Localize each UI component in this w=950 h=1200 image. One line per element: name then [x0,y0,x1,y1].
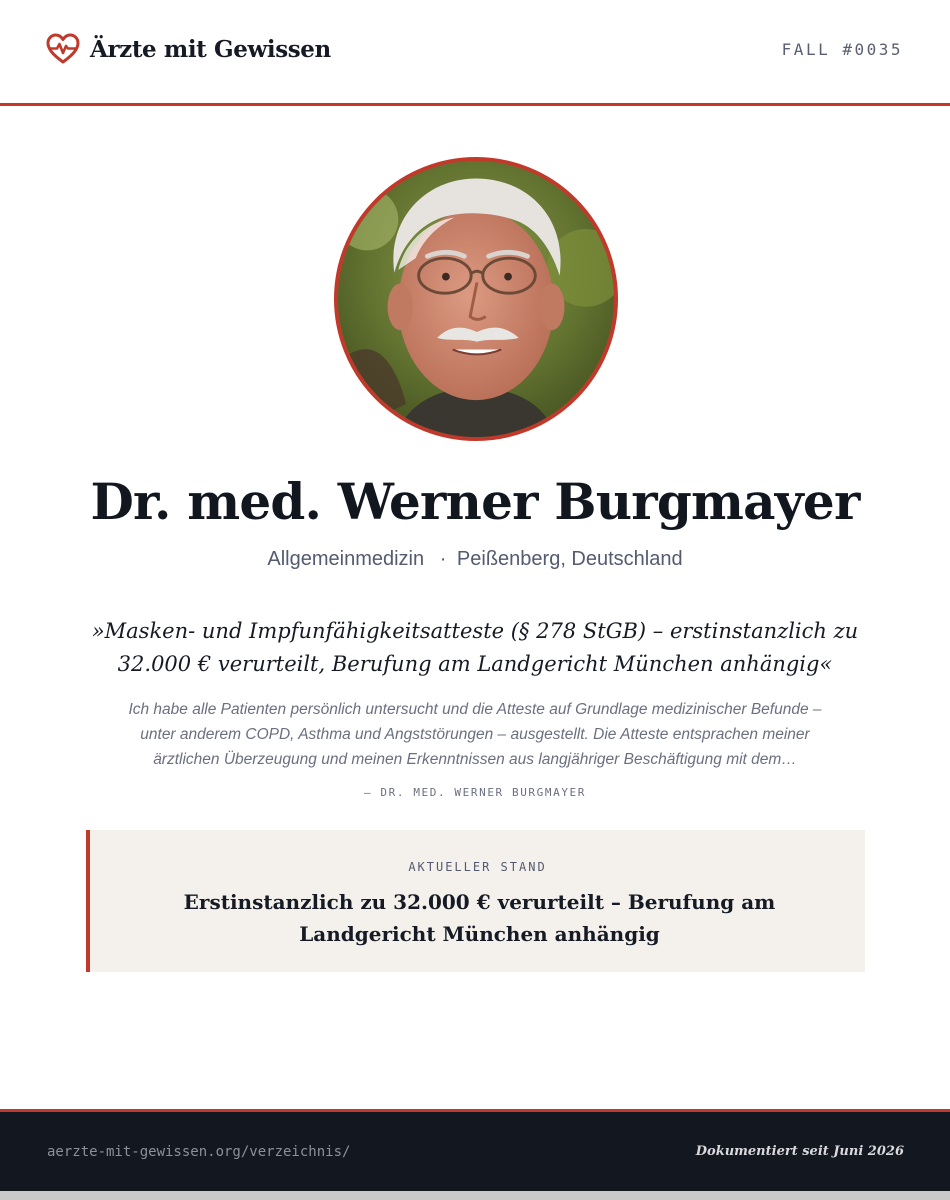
bottom-strip [0,1191,950,1200]
site-footer [0,1109,950,1191]
profile-photo [334,157,618,441]
statement-attribution: — DR. MED. WERNER BURGMAYER [363,786,586,799]
heart-pulse-icon [46,33,80,65]
profile-meta [0,548,950,571]
portrait-image [338,161,614,437]
brand-logo[interactable] [46,33,331,65]
status-text: Erstinstanzlich zu 32.000 € verurteilt – Berufung am Landgericht München anhängig [183,890,776,946]
doctor-statement: Ich habe alle Patienten persönlich untersucht und die Atteste auf Grundlage medizinischer Befunde – unter anderem COPD, Asthma und Angststörungen – ausgestellt. Die Atteste entsprachen meiner ärztlichen Überzeugung und meinen Erkenntnissen aus langjähriger Beschäftigung mit dem… [128,701,822,768]
status-box [86,830,865,972]
specialty: Allgemeinmedizin [267,548,425,570]
location: Peißenberg, Deutschland [456,548,683,570]
case-headline: »Masken- und Impfunfähigkeitsatteste (§ 278 StGB) – erstinstanzlich zu 32.000 € verurteilt, Berufung am Landgericht München anhängig« [91,619,859,676]
case-number: FALL #0035 [781,40,903,59]
documented-since: Dokumentiert seit Juni 2026 [695,1144,904,1159]
status-label: AKTUELLER STAND [408,860,547,874]
meta-separator: · [439,548,447,570]
site-header [0,0,950,106]
doctor-name: Dr. med. Werner Burgmayer [90,472,860,531]
brand-name: Ärzte mit Gewissen [90,35,331,63]
footer-url-link[interactable]: aerzte-mit-gewissen.org/verzeichnis/ [47,1144,351,1160]
